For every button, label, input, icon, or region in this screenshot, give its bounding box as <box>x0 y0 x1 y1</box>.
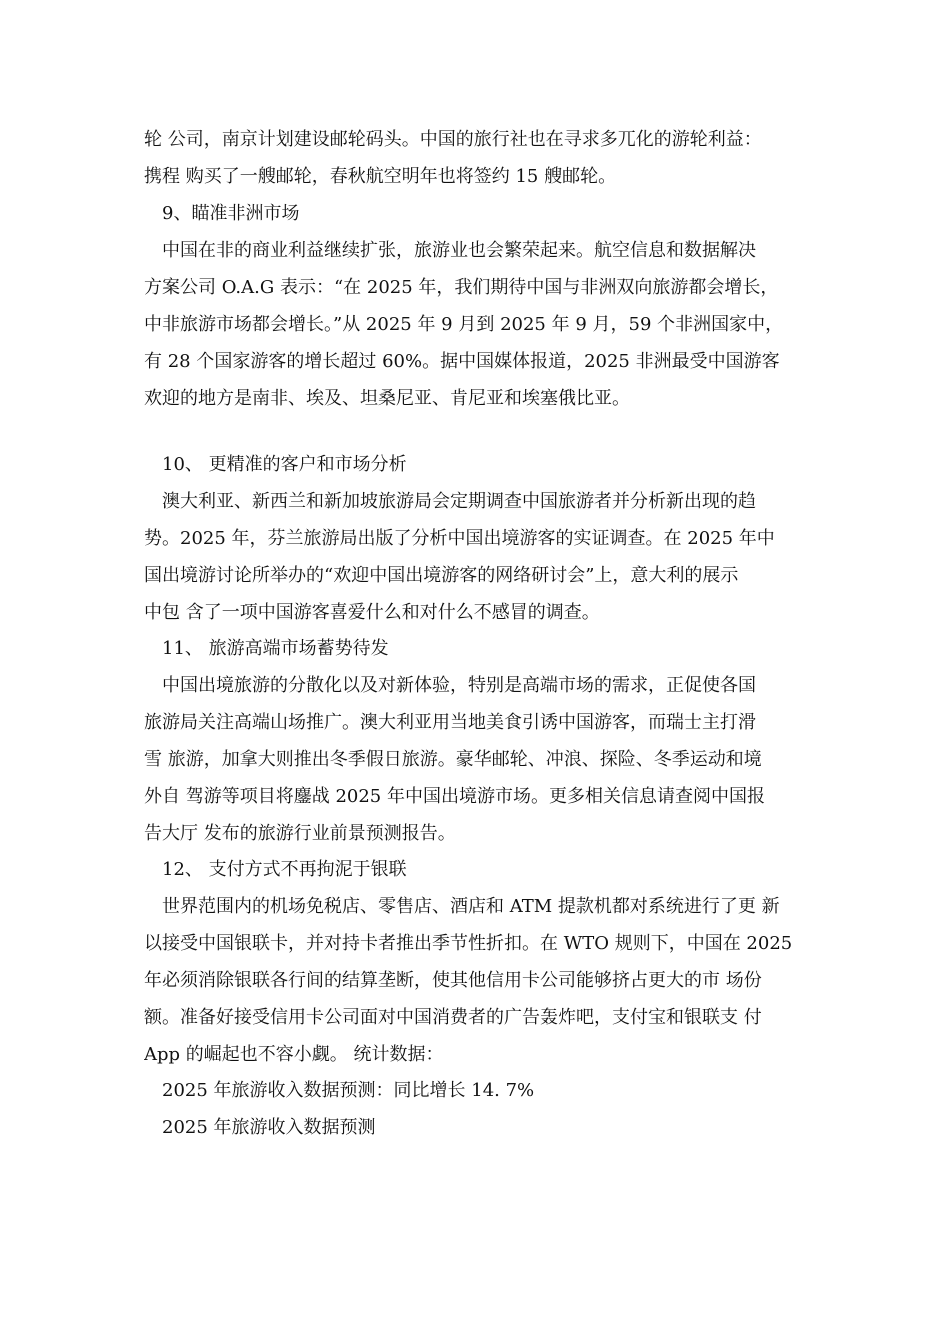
text-line: 澳大利亚、新西兰和新加坡旅游局会定期调查中国旅游者并分析新出现的趋 <box>162 491 756 512</box>
section-heading: 9、瞄准非洲市场 <box>162 203 300 224</box>
text-line: 中国在非的商业利益继续扩张，旅游业也会繁荣起来。航空信息和数据解决 <box>162 240 756 261</box>
text-line: 告大厅 发布的旅游行业前景预测报告。 <box>144 823 456 844</box>
text-line: 雪 旅游，加拿大则推出冬季假日旅游。豪华邮轮、冲浪、探险、冬季运动和境 <box>144 749 762 770</box>
text-line: 2025 年旅游收入数据预测 <box>162 1117 376 1138</box>
text-line: 中包 含了一项中国游客喜爱什么和对什么不感冒的调查。 <box>144 602 600 623</box>
text-line: 额。准备好接受信用卡公司面对中国消费者的广告轰炸吧，支付宝和银联支 付 <box>144 1007 762 1028</box>
section-heading: 12、 支付方式不再拘泥于银联 <box>162 859 407 880</box>
text-line: 2025 年旅游收入数据预测：同比增长 14. 7% <box>162 1080 535 1101</box>
text-line: 年必须消除银联各行间的结算垄断，使其他信用卡公司能够挤占更大的市 场份 <box>144 970 762 991</box>
section-heading: 11、 旅游高端市场蓄势待发 <box>162 638 389 659</box>
text-line: 世界范围内的机场免税店、零售店、酒店和 ATM 提款机都对系统进行了更 新 <box>162 896 780 917</box>
text-line: 外自 驾游等项目将鏖战 2025 年中国出境游市场。更多相关信息请查阅中国报 <box>144 786 765 807</box>
text-line: 携程 购买了一艘邮轮，春秋航空明年也将签约 15 艘邮轮。 <box>144 166 617 187</box>
text-line: 方案公司 O.A.G 表示：“在 2025 年，我们期待中国与非洲双向旅游都会增长， <box>144 277 779 298</box>
text-line: App 的崛起也不容小觑。 统计数据： <box>144 1044 444 1065</box>
section-heading: 10、 更精准的客户和市场分析 <box>162 454 407 475</box>
text-line: 以接受中国银联卡，并对持卡者推出季节性折扣。在 WTO 规则下，中国在 2025 <box>144 933 793 954</box>
text-line: 势。2025 年，芬兰旅游局出版了分析中国出境游客的实证调查。在 2025 年中 <box>144 528 775 549</box>
text-line: 中国出境旅游的分散化以及对新体验，特别是高端市场的需求，正促使各国 <box>162 675 756 696</box>
text-line: 轮 公司，南京计划建设邮轮码头。中国的旅行社也在寻求多兀化的游轮利益： <box>144 129 762 150</box>
text-line: 欢迎的地方是南非、埃及、坦桑尼亚、肯尼亚和埃塞俄比亚。 <box>144 388 630 409</box>
text-line: 有 28 个国家游客的增长超过 60%。据中国媒体报道，2025 非洲最受中国游客 <box>144 351 780 372</box>
text-line: 旅游局关注高端山场推广。澳大利亚用当地美食引诱中国游客，而瑞士主打滑 <box>144 712 756 733</box>
text-line: 中非旅游市场都会增长。”从 2025 年 9 月到 2025 年 9 月，59 个非洲国家中， <box>144 314 784 335</box>
text-line: 国出境游讨论所举办的“欢迎中国出境游客的网络研讨会”上，意大利的展示 <box>144 565 739 586</box>
